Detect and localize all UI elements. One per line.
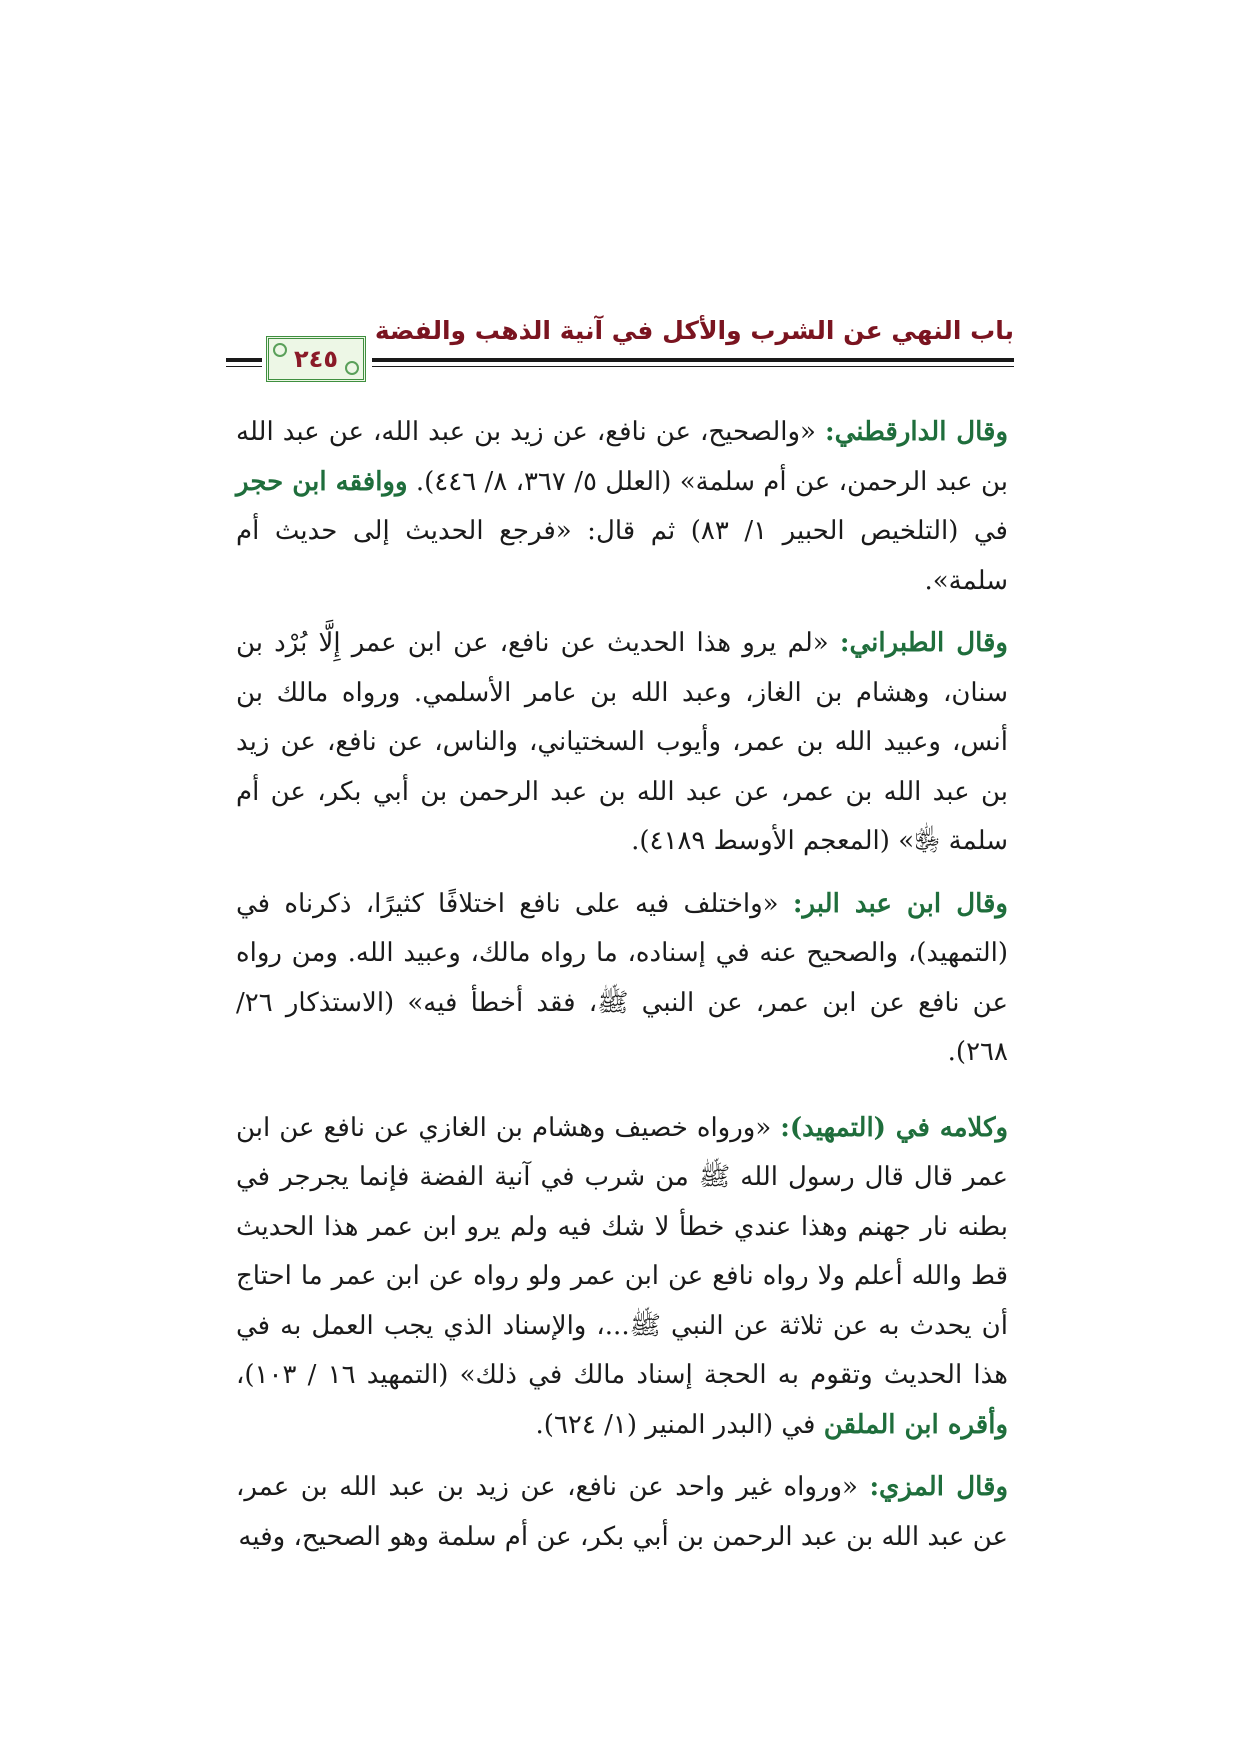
paragraph-text: «ورواه غير واحد عن نافع، عن زيد بن عبد الله بن عمر، عن عبد الله بن عبد الرحمن بن أبي بكر، عن أم سلمة وهو الصحيح، وفيه (236, 1472, 1008, 1552)
page-number-badge (266, 336, 366, 382)
chapter-title: باب النهي عن الشرب والأكل في آنية الذهب والفضة (374, 316, 1014, 345)
paragraph-tamhid (236, 1104, 1008, 1451)
paragraph-daraqutni (236, 408, 1008, 606)
speaker-label: وأقره ابن الملقن (823, 1409, 1008, 1440)
paragraph-text: «والصحيح، عن نافع، عن زيد بن عبد الله، عن عبد الله بن عبد الرحمن، عن أم سلمة» (العلل ٥/ ٣٦٧، ٨/ ٤٤٦). (236, 417, 1009, 497)
paragraph-mizzi (236, 1463, 1008, 1562)
header-rule (372, 358, 1014, 362)
paragraph-tabarani (236, 619, 1008, 867)
paragraph-text: «واختلف فيه على نافع اختلافًا كثيرًا، ذكرناه في (التمهيد)، والصحيح عنه في إسناده، ما رواه مالك، وعبيد الله. ومن رواه عن نافع عن ابن عمر، عن النبي ﷺ، فقد أخطأ فيه» (الاستذكار ٢٦/ ٢٦٨). (236, 888, 1008, 1067)
paragraph-text: «لم يرو هذا الحديث عن نافع، عن ابن عمر إِلَّا بُرْد بن سنان، وهشام بن الغاز، وعبد الله بن عامر الأسلمي. ورواه مالك بن أنس، وعبيد الله بن عمر، وأيوب السختياني، والناس، عن نافع، عن زيد بن عبد الله بن عمر، عن عبد الله بن عبد الرحمن بن أبي بكر، عن أم سلمة ﵂» (المعجم الأوسط ٤١٨٩). (236, 628, 1008, 856)
header-rule-thin (372, 366, 1014, 367)
speaker-label: وكلامه في (التمهيد): (780, 1112, 1009, 1143)
speaker-label: وقال الطبراني: (839, 628, 1008, 658)
paragraph-text: «ورواه خصيف وهشام بن الغازي عن نافع عن ابن عمر قال قال رسول الله ﷺ من شرب في آنية الفضة فإنما يجرجر في بطنه نار جهنم وهذا عندي خطأ لا شك فيه ولم يرو ابن عمر هذا الحديث قط والله أعلم ولا رواه نافع عن ابن عمر ولو رواه عن ابن عمر ما احتاج أن يحدث به عن ثلاثة عن النبي ﷺ...، والإسناد الذي يجب العمل به في هذا الحديث وتقوم به الحجة إسناد مالك في ذلك» (التمهيد ١٦ / ١٠٣)، (236, 1112, 1008, 1390)
page-header (226, 300, 1014, 386)
speaker-label: وقال ابن عبد البر: (792, 888, 1008, 919)
header-rule-left (226, 358, 262, 362)
speaker-label: وقال المزي: (869, 1472, 1008, 1502)
speaker-label: وقال الدارقطني: (824, 417, 1008, 447)
header-rule-left-thin (226, 366, 262, 367)
paragraph-text: في (التلخيص الحبير ١/ ٨٣) ثم قال: «فرجع الحديث إلى حديث أم سلمة». (236, 516, 1008, 596)
paragraph-ibn-abd-al-barr (236, 880, 1008, 1078)
speaker-label: ووافقه ابن حجر (236, 466, 408, 497)
page-number: ٢٤٥ (294, 345, 338, 373)
paragraph-text: في (البدر المنير (١/ ٦٢٤). (535, 1409, 824, 1440)
page-body (236, 408, 1008, 1562)
